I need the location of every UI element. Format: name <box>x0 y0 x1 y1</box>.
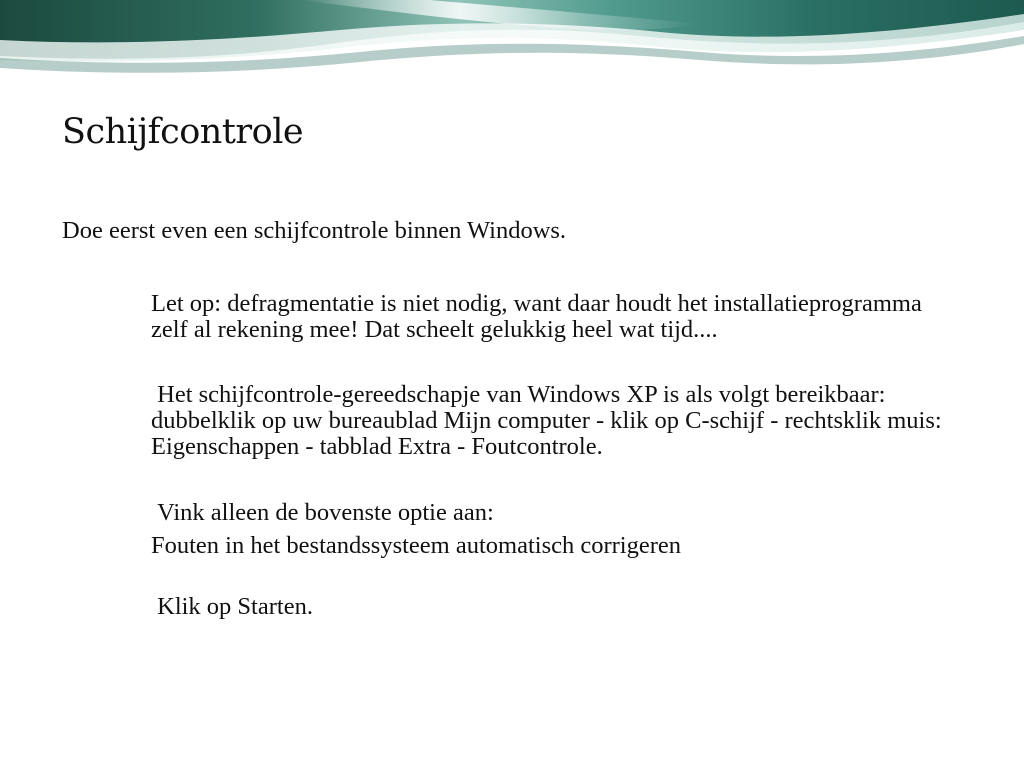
click-start-paragraph: Klik op Starten. <box>151 593 313 620</box>
intro-paragraph: Doe eerst even een schijfcontrole binnen Windows. <box>62 217 567 244</box>
decorative-wave-banner <box>0 0 1024 80</box>
slide-title: Schijfcontrole <box>62 112 304 152</box>
slide-body <box>62 218 962 620</box>
disk-check-instructions-paragraph: Het schijfcontrole-gereedschapje van Windows XP is als volgt bereikbaar: dubbelklik op uw bureaublad Mijn computer - klik op C-schijf - rechtsklik muis: Eigenschappen - tabblad Extra - Foutcontrole. <box>151 381 942 460</box>
option-name-paragraph: Fouten in het bestandssysteem automatisch corrigeren <box>151 532 682 559</box>
defragmentation-note-paragraph: Let op: defragmentatie is niet nodig, want daar houdt het installatieprogramma zelf al rekening mee! Dat scheelt gelukkig heel wat tijd.... <box>151 290 922 343</box>
check-option-paragraph: Vink alleen de bovenste optie aan: <box>151 499 494 526</box>
